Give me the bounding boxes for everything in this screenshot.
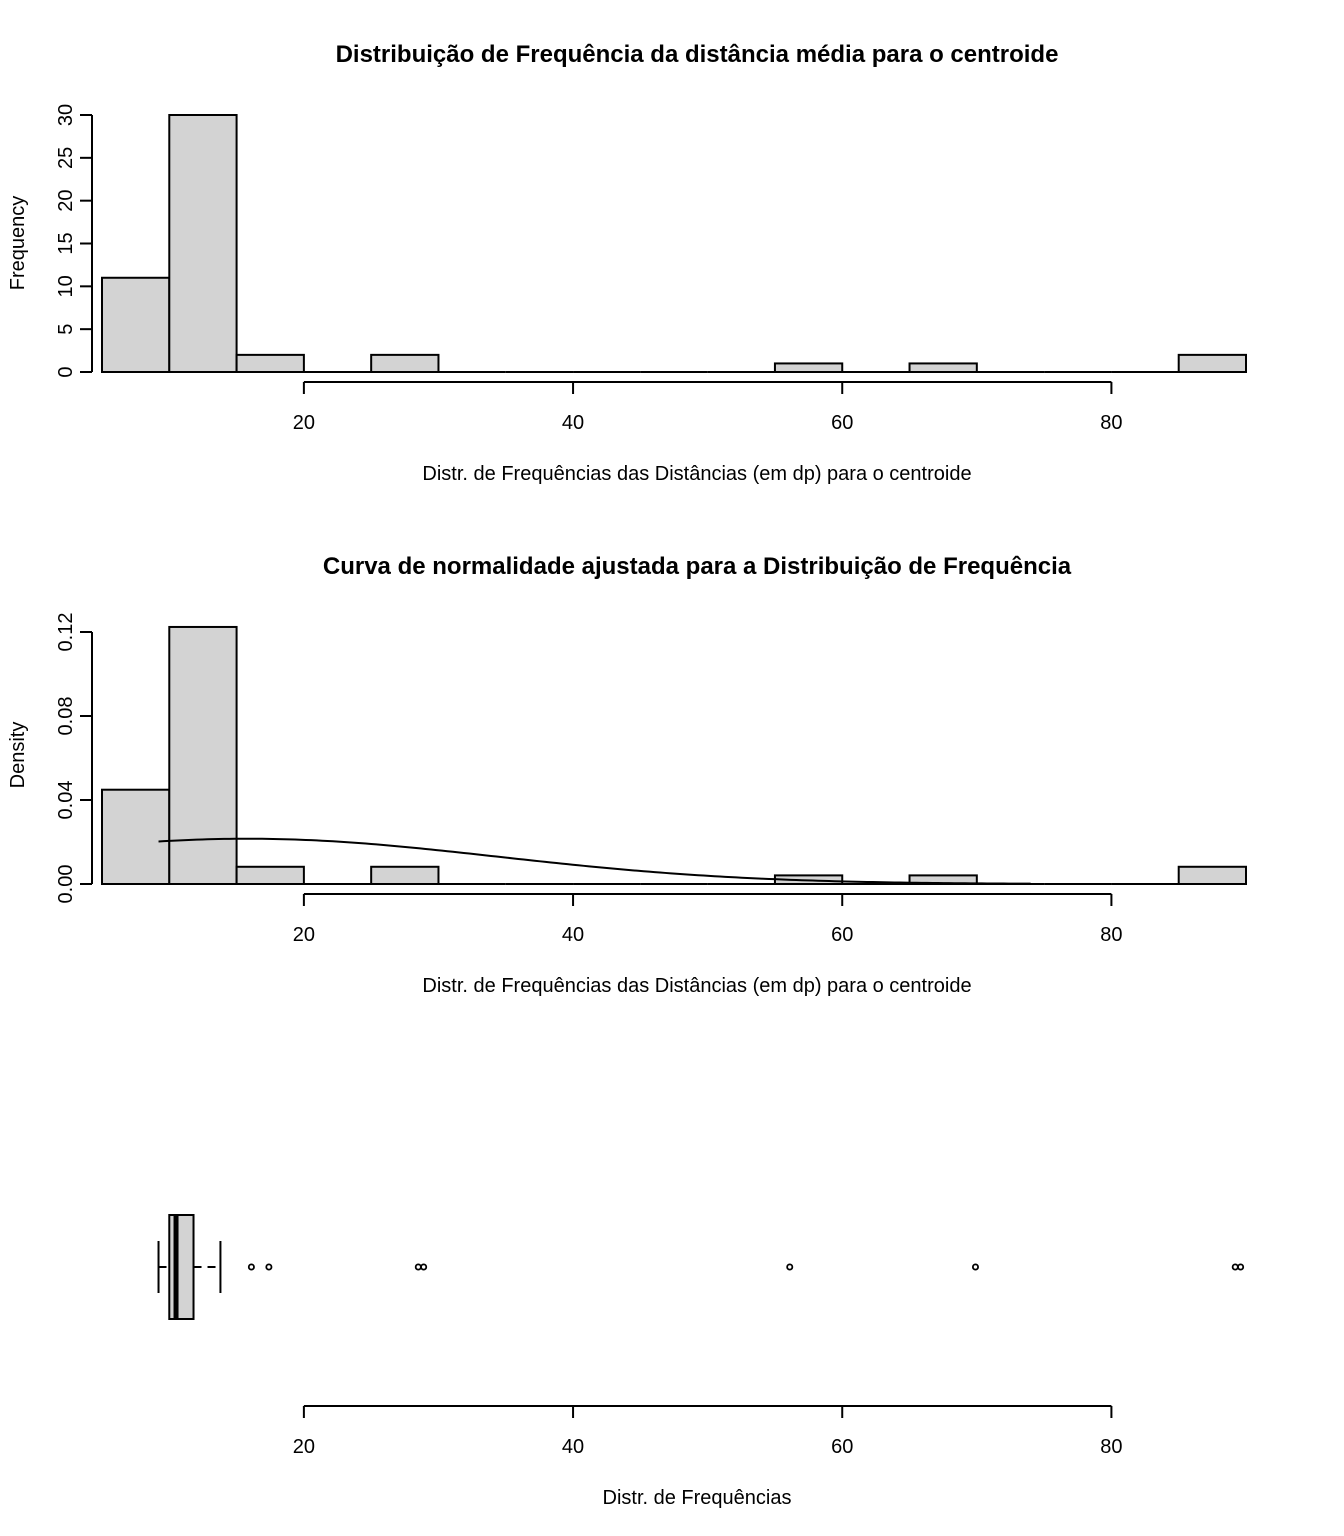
histogram-frequency-y-label: Frequency	[7, 195, 29, 291]
histogram-density-bars	[102, 627, 1246, 884]
boxplot-outlier	[421, 1264, 426, 1269]
boxplot-box	[169, 1215, 193, 1319]
histogram-density-x-axis	[293, 894, 1123, 946]
y-tick-label: 0.00	[55, 864, 77, 904]
y-tick-label: 5	[55, 323, 77, 335]
histogram-bar	[1179, 355, 1246, 372]
x-tick-label: 60	[831, 924, 854, 946]
histogram-density-x-label: Distr. de Frequências das Distâncias (em dp) para o centroide	[422, 975, 972, 997]
histogram-bar	[910, 363, 977, 372]
x-tick-label: 40	[561, 924, 585, 946]
histogram-frequency-panel	[7, 41, 1246, 485]
x-tick-label: 40	[561, 1436, 585, 1458]
histogram-frequency-x-axis	[293, 382, 1123, 434]
x-tick-label: 80	[1100, 1436, 1123, 1458]
y-tick-label: 0.08	[55, 696, 77, 736]
x-tick-label: 60	[831, 412, 854, 434]
y-tick-label: 0	[55, 366, 77, 378]
histogram-bar	[102, 278, 169, 372]
y-tick-label: 0.12	[55, 612, 77, 652]
histogram-bar	[169, 115, 236, 372]
x-tick-label: 40	[561, 412, 585, 434]
x-tick-label: 60	[831, 1436, 854, 1458]
histogram-density-title: Curva de normalidade ajustada para a Distribuição de Frequência	[322, 553, 1072, 580]
histogram-bar	[237, 867, 304, 884]
boxplot-outlier	[1233, 1264, 1238, 1269]
boxplot-panel	[159, 1215, 1244, 1509]
boxplot-x-axis	[293, 1406, 1123, 1458]
histogram-frequency-x-label: Distr. de Frequências das Distâncias (em dp) para o centroide	[422, 463, 972, 485]
y-tick-label: 20	[55, 189, 77, 212]
histogram-frequency-y-axis	[55, 104, 92, 378]
histogram-bar	[237, 355, 304, 372]
histogram-frequency-title: Distribuição de Frequência da distância média para o centroide	[335, 41, 1059, 68]
histogram-frequency-bars	[102, 115, 1246, 372]
y-tick-label: 30	[55, 103, 77, 127]
histogram-bar	[371, 867, 438, 884]
histogram-bar	[102, 790, 169, 884]
x-tick-label: 80	[1100, 412, 1123, 434]
histogram-density-y-label: Density	[7, 721, 29, 789]
histogram-bar	[1179, 867, 1246, 884]
x-tick-label: 20	[292, 1436, 316, 1458]
boxplot-outlier	[249, 1264, 254, 1269]
boxplot-outlier	[416, 1264, 421, 1269]
boxplot	[159, 1215, 1244, 1319]
histogram-bar	[775, 363, 842, 372]
x-tick-label: 20	[292, 412, 316, 434]
histogram-density-y-axis	[55, 613, 92, 904]
y-tick-label: 25	[55, 146, 77, 169]
histogram-density-panel	[7, 553, 1246, 997]
boxplot-outlier	[266, 1264, 271, 1269]
histogram-bar	[371, 355, 438, 372]
x-tick-label: 80	[1100, 924, 1123, 946]
x-tick-label: 20	[292, 924, 316, 946]
y-tick-label: 15	[55, 232, 77, 255]
boxplot-outlier	[973, 1264, 978, 1269]
histogram-bar	[169, 627, 236, 884]
boxplot-x-label: Distr. de Frequências	[602, 1487, 792, 1509]
y-tick-label: 10	[55, 275, 77, 298]
y-tick-label: 0.04	[55, 780, 77, 820]
boxplot-outlier	[1238, 1264, 1243, 1269]
boxplot-outlier	[787, 1264, 792, 1269]
